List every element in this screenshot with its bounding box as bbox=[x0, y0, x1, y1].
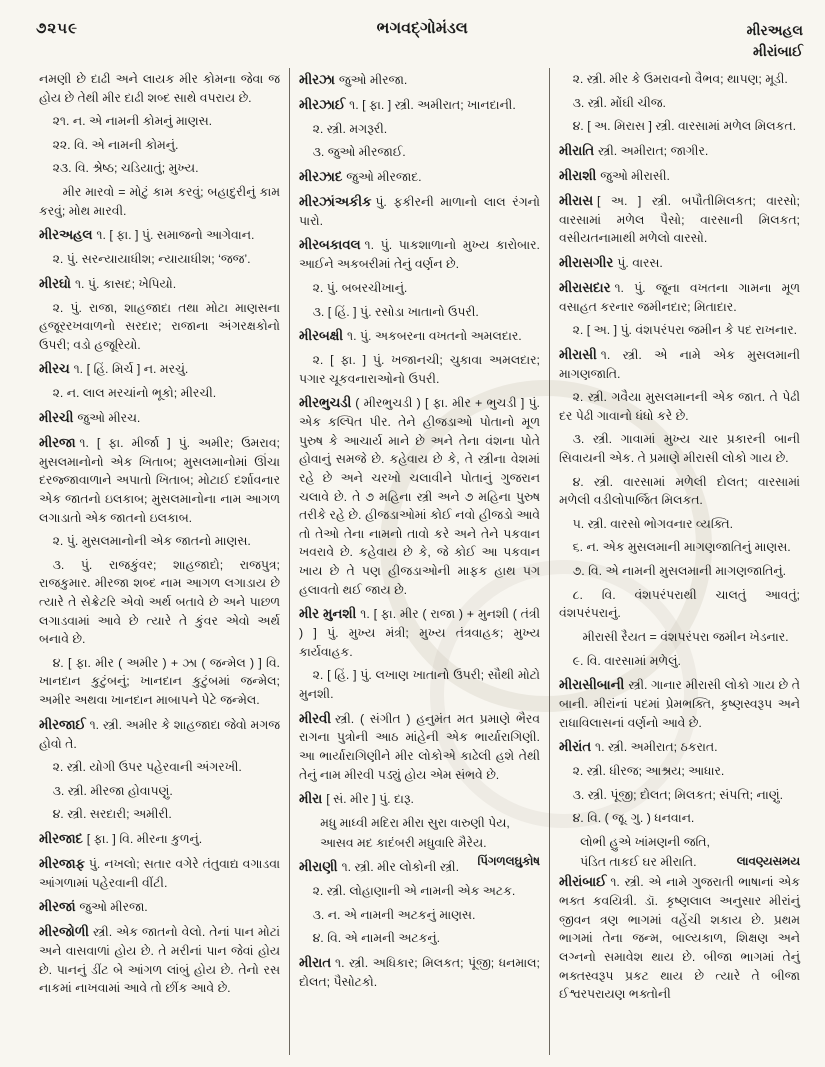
entry-text: [ ફા. ] વિ. મીરના કુળનું. bbox=[86, 832, 203, 847]
dictionary-paragraph bbox=[39, 359, 280, 379]
dictionary-paragraph bbox=[559, 117, 800, 136]
dictionary-paragraph bbox=[299, 814, 540, 833]
dictionary-paragraph bbox=[39, 758, 280, 777]
dictionary-paragraph bbox=[39, 70, 280, 107]
dictionary-paragraph bbox=[299, 834, 540, 853]
dictionary-paragraph bbox=[299, 953, 540, 992]
entry-headword: મીરઘો bbox=[39, 275, 71, 291]
entry-text: ૧. પું. પાકશાળાનો મુખ્ય કારોબાર. આઈને અકબરીમાં તેનું વર્ણન છે. bbox=[299, 238, 540, 272]
dictionary-paragraph bbox=[299, 326, 540, 346]
dictionary-paragraph bbox=[299, 393, 540, 599]
dictionary-paragraph bbox=[559, 833, 800, 852]
dictionary-paragraph bbox=[299, 70, 540, 90]
entry-text: સ્ત્રી. ( સંગીત ) હનુમંત મત પ્રમાણે ભૈરવ રાગના પુત્રોની આઠ માંહેની એક ભાર્યારાગિણી. આ ભાર્યારાગિણીને મીર લોકોએ કાઢેલી હશે તેથી તેનું નામ મીરવી પડ્યું હોય એમ સંભવે છે. bbox=[299, 711, 540, 782]
entry-text: ૨. પું. રાજા, શાહજાદા તથા મોટા માણસના હજૂરરખવાળનો સરદાર; રાજાના અંગરક્ષકોનો ઉપરી; વડો હજૂરિયો. bbox=[39, 300, 280, 352]
entry-headword: મીરાસ bbox=[559, 192, 593, 208]
entry-text: ૫. સ્ત્રી. વારસો ભોગવનાર વ્યક્તિ. bbox=[572, 516, 734, 531]
entry-text: ૧. સ્ત્રી. એ નામે એક મુસલમાની માગણજાતિ. bbox=[559, 347, 800, 381]
dictionary-paragraph bbox=[559, 762, 800, 781]
guide-word-first: મીરઅહલ bbox=[746, 22, 803, 38]
entry-headword: મીરજાદ bbox=[39, 831, 83, 847]
dictionary-paragraph bbox=[39, 183, 280, 220]
dictionary-paragraph bbox=[39, 654, 280, 710]
entry-text: ૧. સ્ત્રી. એ નામે ગુજરાતી ભાષાનાં એક ભક્ત કવયિત્રી. ડૉ. કૃષ્ણલાલ અનુસાર મીરાંનું જીવન ત્રણ ભાગમાં વહેંચી શકાય છે. પ્રથમ ભાગમાં તેના જન્મ, બાલ્યકાળ, શિક્ષણ અને લગ્નનો સમાવેશ થાય છે. બીજા ભાગમાં તેનું ભક્તસ્વરૂપ પ્રકટ થાય છે ત્યારે તે બીજા ઈશ્વરપરાયણ ભક્તોની bbox=[559, 875, 800, 1002]
entry-text: મીર મારવો = મોટું કામ કરવું; બહાદુરીનું કામ કરવું; મોથ મારવી. bbox=[39, 185, 280, 218]
dictionary-paragraph bbox=[39, 112, 280, 131]
dictionary-paragraph bbox=[559, 853, 800, 872]
dictionary-paragraph bbox=[559, 515, 800, 534]
entry-headword: મીરઝા bbox=[299, 72, 335, 87]
entry-text: ૩. સ્ત્રી. મોંઘી ચીજ. bbox=[572, 95, 666, 110]
entry-text: ૯. વિ. વારસામાં મળેલું. bbox=[572, 653, 681, 668]
dictionary-paragraph bbox=[559, 538, 800, 557]
entry-text: ૧. [ ફા. ] પું. સમાજનો આગેવાન. bbox=[96, 228, 255, 243]
dictionary-paragraph bbox=[299, 167, 540, 187]
entry-text: જુઓ મીરજાદ. bbox=[346, 170, 422, 184]
entry-text: ૧. [ ફા. મીર્જા ] પું. અમીર; ઉમરાવ; મુસલમાનોનો એક ખિતાબ; મુસલમાનોમાં ઊંચા દરજ્જાવાળાને અપાતો ખિતાબ; મોટાઈ દર્શાવનાર એક જાતનો ઇલકાબ; મુસલમાનોના નામ આગળ લગાડાતો એક જાતનો ઇલકાબ. bbox=[39, 435, 280, 525]
entry-text: પું. ફકીરની માળાનો લાલ રંગનો પારો. bbox=[299, 194, 540, 228]
entry-text: ૨. પું. સરન્યાયાધીશ; ન્યાયાધીશ; ‘જજ’. bbox=[52, 252, 251, 267]
entry-headword: મીરજાફ bbox=[39, 855, 85, 871]
entry-text: ૧. [ ફા. ] સ્ત્રી. અમીરાત; ખાનદાની. bbox=[349, 97, 516, 112]
dictionary-paragraph bbox=[559, 586, 800, 623]
dictionary-paragraph bbox=[299, 709, 540, 785]
dictionary-paragraph bbox=[299, 906, 540, 925]
entry-text: જુઓ મીરજા. bbox=[79, 900, 148, 915]
dictionary-paragraph bbox=[559, 70, 800, 89]
entry-text: સ્ત્રી. એક જાતનો વેલો. તેનાં પાન મોટાં અને વાસવાળાં હોય છે. તે મરીનાં પાન જેવાં હોય છે. પાનનું ડીંટ બે આંગળ લાંબું હોય છે. તેનો રસ નાકમાં નાખવામાં આવે તો છીંક આવે છે. bbox=[39, 925, 280, 996]
dictionary-paragraph bbox=[39, 384, 280, 403]
dictionary-paragraph bbox=[299, 604, 540, 661]
dictionary-paragraph bbox=[559, 872, 800, 1004]
dictionary-paragraph bbox=[299, 929, 540, 948]
entry-text: ૨. સ્ત્રી. મગરૂરી. bbox=[312, 121, 388, 136]
dictionary-paragraph bbox=[559, 388, 800, 425]
entry-headword: મીરાતિ bbox=[559, 142, 595, 158]
dictionary-paragraph bbox=[39, 556, 280, 649]
dictionary-paragraph bbox=[299, 351, 540, 388]
entry-headword: મીરચી bbox=[39, 409, 74, 425]
entry-headword: મીરાશી bbox=[559, 167, 597, 183]
text-columns bbox=[30, 68, 809, 1055]
entry-text: ૪. [ ફા. મીર ( અમીર ) + ઝા ( જન્મેલ ) ] વિ. ખાનદાન કુટુંબનું; ખાનદાન કુટુંબમાં જન્મેલ; અમીર અથવા ખાનદાન માબાપને પેટે જન્મેલ. bbox=[39, 655, 280, 708]
dictionary-paragraph bbox=[559, 253, 800, 273]
entry-text: ૨૨. વિ. એ નામની કોમનું. bbox=[52, 137, 179, 152]
dictionary-paragraph bbox=[299, 279, 540, 298]
dictionary-paragraph bbox=[39, 532, 280, 551]
entry-text: ૨. [ અ. ] પું. વંશપરંપરા જમીન કે પદ રાખનાર. bbox=[572, 323, 798, 338]
entry-headword: મીરઝાદ bbox=[299, 169, 343, 184]
entry-headword: મીરઝાંઅકીક bbox=[299, 193, 372, 209]
guide-words bbox=[747, 20, 803, 62]
dictionary-paragraph bbox=[39, 433, 280, 527]
dictionary-paragraph bbox=[559, 786, 800, 805]
entry-text: ૧. [ ફા. મીર ( રાજા ) + મુનશી ( તંત્રી ) ] પું. મુખ્ય મંત્રી; મુખ્ય તંત્રવાહક; મુખ્ય કાર્યવાહક. bbox=[299, 607, 540, 659]
entry-text: ૨. ન. લાલ મરચાંનો ભૂકો; મીરચી. bbox=[52, 386, 217, 401]
entry-text: ૧. પું. જૂના વખતના ગામના મૂળ વસાહત કરનાર જમીનદાર; મિતાદાર. bbox=[559, 280, 800, 314]
verse-attribution: પિંગળલઘુકોષ bbox=[477, 855, 540, 869]
entry-text: ૩. સ્ત્રી. પૂંજી; દોલત; મિલકત; સંપત્તિ; નાણું. bbox=[572, 787, 784, 802]
dictionary-paragraph bbox=[559, 141, 800, 161]
entry-headword: મીરજાં bbox=[39, 899, 76, 915]
entry-headword: મીરજોળી bbox=[39, 924, 89, 940]
entry-text: ૩. ન. એ નામની અટકનું માણસ. bbox=[312, 907, 476, 922]
entry-text: મીરાસી રૈયત = વંશપરંપરા જમીન ખેડનાર. bbox=[582, 629, 789, 644]
book-title: ભગવદ્ગોમંડલ bbox=[376, 20, 468, 37]
entry-text: ૪. સ્ત્રી. વારસામાં મળેલી દોલત; વારસામાં મળેલી વડીલોપાર્જિત મિલકત. bbox=[559, 474, 800, 508]
dictionary-paragraph bbox=[559, 345, 800, 384]
entry-text: ૨. [ હિં. ] પું. લખાણ ખાતાનો ઉપરી; સૌથી મોટો મુનશી. bbox=[299, 668, 540, 701]
entry-text: ૪. સ્ત્રી. સરદારી; અમીરી. bbox=[52, 807, 172, 822]
dictionary-paragraph bbox=[39, 408, 280, 428]
entry-text: આસવ મદ કાદંબરી મધુવારિ મૈરેય. bbox=[320, 835, 487, 850]
entry-text: ૩. [ હિં. ] પું. રસોડા ખાતાનો ઉપરી. bbox=[312, 304, 479, 319]
entry-headword: મીરઝાઈ bbox=[299, 96, 346, 112]
entry-headword: મીરજા bbox=[39, 434, 76, 450]
dictionary-paragraph bbox=[299, 143, 540, 162]
entry-text: મધુ માધ્વી મદિરા મીરા સુરા વારુણી પેય, bbox=[320, 816, 510, 831]
entry-headword: મીરાંબાઈ bbox=[559, 874, 607, 890]
dictionary-paragraph bbox=[39, 225, 280, 245]
entry-headword: મીરાસીબાની bbox=[559, 677, 625, 693]
entry-text: પું. નખલો; સતાર વગેરે તંતુવાદ્ય વગાડવા આંગળામાં પહેરવાની વીંટી. bbox=[39, 856, 280, 890]
entry-text: જુઓ મીરજા. bbox=[338, 73, 408, 87]
dictionary-paragraph bbox=[559, 628, 800, 647]
entry-text: ૧. સ્ત્રી. અમીર કે શાહજાદા જેવો મગજ હોવો તે. bbox=[39, 717, 280, 751]
entry-text: [ અ. ] સ્ત્રી. બપૌતીમિલકત; વારસો; વારસામાં મળેલ પૈસો; વારસાની મિલકત; વસીયતનામાથી મળેલો વારસો. bbox=[559, 193, 800, 246]
dictionary-paragraph bbox=[299, 789, 540, 809]
dictionary-paragraph bbox=[39, 715, 280, 754]
entry-text: પું. વારસ. bbox=[617, 255, 663, 270]
dictionary-paragraph bbox=[559, 321, 800, 340]
entry-headword: મીરચ bbox=[39, 361, 70, 377]
entry-text: ( મીરભુચડી ) [ ફા. મીર + ભુચડી ] પું. એક કલ્પિત પીર. તેને હીજડાઓ પોતાનો મૂળ પુરુષ કે આચાર્ય માને છે અને તેના વંશના પોતે હોવાનું સમજે છે. કહેવાય છે કે, તે સ્ત્રીના વેશમાં રહે છે અને ચરખો ચલાવીને પોતાનું ગુજરાન ચલાવે છે. તે ૭ મહિના સ્ત્રી અને ૭ મહિના પુરુષ તરીકે રહે છે. હીજડાઓમાં કોઈ નવો હીજડો આવે તો તેઓ તેના નામનો તાવો કરે અને તેને પકવાન ખવરાવે છે. કહેવાય છે કે, જે કોઈ આ પકવાન ખાય છે તે પણ હીજડાઓની માફક હાથ પગ હલાવતો થઈ જાય છે. bbox=[299, 396, 540, 597]
entry-text: સ્ત્રી. ગાનાર મીરાસી લોકો ગાય છે તે બાની. મીરાંનાં પદમાં પ્રેમભક્તિ, કૃષ્ણસ્વરૂપ અને રાધાવિલાસનાં વર્ણનો આવે છે. bbox=[559, 678, 800, 730]
entry-text: ૪. વિ. એ નામની અટકનું. bbox=[312, 931, 441, 946]
entry-text: ૩. જુઓ મીરજાઈ. bbox=[312, 145, 406, 160]
dictionary-paragraph bbox=[299, 120, 540, 139]
entry-text: ૬. ન. એક મુસલમાની માગણજાતિનું માણસ. bbox=[572, 540, 791, 555]
entry-text: ૧. પું. કાસદ; ખેપિયો. bbox=[74, 276, 177, 291]
entry-text: ૧. સ્ત્રી. અમીરાત; ઠકરાત. bbox=[595, 740, 718, 755]
entry-text: ૨. સ્ત્રી. યોગી ઉપર પહેરવાની અંગરખી. bbox=[52, 760, 242, 775]
dictionary-paragraph bbox=[39, 897, 280, 917]
entry-text: ૪. [ અ. મિરાસ ] સ્ત્રી. વારસામાં મળેલ મિલકત. bbox=[572, 119, 797, 134]
dictionary-paragraph bbox=[559, 737, 800, 757]
dictionary-paragraph bbox=[39, 782, 280, 801]
entry-text: ૩. સ્ત્રી. મીરજા હોવાપણું. bbox=[52, 783, 173, 798]
entry-text: ૮. વિ. વંશપરંપરાથી ચાલતું આવતું; વંશપરંપરાનું. bbox=[559, 587, 800, 621]
entry-text: લોભી હુએ ખાંમણની જતિ, bbox=[580, 834, 710, 849]
dictionary-paragraph bbox=[39, 829, 280, 849]
entry-text: જુઓ મીરાસી. bbox=[600, 168, 670, 183]
entry-text: ૨. [ ફા. ] પું. ખજાનચી; ચુકાવા અમલદાર; પગાર ચૂકવનારાઓનો ઉપરી. bbox=[299, 353, 540, 386]
dictionary-paragraph bbox=[39, 274, 280, 294]
entry-text: ૨૧. ન. એ નામની કોમનું માણસ. bbox=[52, 114, 213, 129]
dictionary-paragraph bbox=[299, 235, 540, 274]
entry-headword: મીર મુનશી bbox=[299, 606, 357, 622]
entry-text: ૨. પું. મુસલમાનોની એક જાતનો માણસ. bbox=[52, 534, 251, 549]
dictionary-paragraph bbox=[559, 675, 800, 732]
dictionary-paragraph bbox=[559, 191, 800, 248]
dictionary-paragraph bbox=[39, 250, 280, 269]
entry-text: ૨. સ્ત્રી. ગવૈયા મુસલમાનની એક જાત. તે પેઢી દર પેઢી ગાવાનો ધંધો કરે છે. bbox=[559, 390, 800, 423]
entry-text: [ સં. મીર ] પું. દારૂ. bbox=[326, 792, 415, 807]
dictionary-paragraph bbox=[299, 303, 540, 322]
dictionary-paragraph bbox=[39, 299, 280, 355]
column-3 bbox=[549, 68, 809, 1055]
entry-text: ૨. સ્ત્રી. ધીરજ; આશ્રય; આધાર. bbox=[572, 764, 725, 779]
entry-text: ૧. સ્ત્રી. મીર લોકોની સ્ત્રી. bbox=[341, 860, 460, 875]
dictionary-paragraph bbox=[559, 652, 800, 671]
entry-text: સ્ત્રી. અમીરાત; જાગીર. bbox=[598, 143, 709, 158]
entry-headword: મીરાત bbox=[299, 955, 332, 971]
dictionary-paragraph bbox=[39, 854, 280, 893]
column-1 bbox=[30, 68, 289, 1055]
dictionary-paragraph bbox=[559, 430, 800, 467]
entry-headword: મીરભુચડી bbox=[299, 395, 352, 411]
dictionary-paragraph bbox=[39, 805, 280, 824]
dictionary-paragraph bbox=[39, 159, 280, 178]
entry-headword: મીરજાઈ bbox=[39, 716, 86, 732]
page-header bbox=[36, 20, 803, 62]
entry-headword: મીરાંત bbox=[559, 739, 592, 755]
dictionary-paragraph bbox=[559, 562, 800, 581]
entry-headword: મીરાણી bbox=[299, 859, 338, 875]
entry-headword: મીરબક્ષી bbox=[299, 328, 344, 344]
entry-text: નમણી છે દાઢી અને લાયક મીર કોમના જેવા જ હોય છે તેથી મીર દાઢી શબ્દ સાથે વપરાય છે. bbox=[39, 72, 280, 105]
dictionary-paragraph bbox=[39, 922, 280, 998]
entry-headword: મીરવી bbox=[299, 710, 332, 726]
guide-word-last: મીરાંબાઈ bbox=[752, 43, 803, 59]
dictionary-paragraph bbox=[299, 666, 540, 703]
entry-headword: મીરા bbox=[299, 791, 323, 807]
dictionary-paragraph bbox=[299, 192, 540, 231]
entry-text: જુઓ મીરચ. bbox=[77, 410, 141, 425]
entry-text: ૨. સ્ત્રી. મીર કે ઉમરાવનો વૈભવ; થાપણ; મૂડી. bbox=[572, 72, 788, 86]
dictionary-paragraph bbox=[559, 166, 800, 186]
column-2 bbox=[289, 68, 549, 1055]
dictionary-paragraph bbox=[559, 94, 800, 113]
entry-text: ૧. [ હિં. મિર્ચ ] ન. મરચું. bbox=[73, 362, 189, 377]
entry-text: ૩. સ્ત્રી. ગાવામાં મુખ્ય ચાર પ્રકારની બાની સિવાયની એક. તે પ્રમાણે મીરાસી લોકો ગાય છે. bbox=[559, 432, 800, 466]
entry-headword: મીરાસગીર bbox=[559, 254, 614, 270]
entry-headword: મીરાસી bbox=[559, 346, 597, 362]
verse-attribution: લાવણ્યસમય bbox=[736, 854, 800, 868]
entry-text: ૭. વિ. એ નામની મુસલમાની માગણજાતિનું. bbox=[572, 564, 787, 579]
dictionary-paragraph bbox=[299, 882, 540, 901]
entry-text: ૧. સ્ત્રી. અધિકાર; મિલકત; પૂંજી; ધનમાલ; દોલત; પૈસોટકો. bbox=[299, 956, 540, 989]
entry-text: ૨૩. વિ. શ્રેષ્ઠ; ચડિયાતું; મુખ્ય. bbox=[52, 161, 199, 176]
entry-headword: મીરઅહલ bbox=[39, 227, 93, 243]
dictionary-paragraph bbox=[559, 473, 800, 510]
entry-text: ૨. પું. બબરચીખાનું. bbox=[312, 280, 408, 295]
entry-headword: મીરબકાવલ bbox=[299, 237, 361, 253]
dictionary-paragraph bbox=[39, 136, 280, 155]
entry-text: પંડિત તાકઈ ઘર મીરાતિ. bbox=[580, 854, 697, 869]
entry-text: ૪. વિ. ( જૂ. ગુ. ) ધનવાન. bbox=[572, 811, 695, 826]
entry-headword: મીરાસદાર bbox=[559, 279, 611, 295]
dictionary-paragraph bbox=[559, 809, 800, 828]
page-number: ૭૨૫૯ bbox=[36, 20, 78, 37]
entry-text: ૩. પું. રાજકુંવર; શાહજાદો; રાજપુત્ર; રાજકુમાર. મીરજા શબ્દ નામ આગળ લગાડાય છે ત્યારે તે સેક્રેટરિ એવો અર્થ બતાવે છે અને પાછળ લગાડવામાં આવે છે ત્યારે તે કુંવર એવો અર્થ બનાવે છે. bbox=[39, 557, 280, 647]
dictionary-paragraph bbox=[299, 95, 540, 115]
dictionary-paragraph bbox=[559, 278, 800, 317]
entry-text: ૨. સ્ત્રી. લોહાણાની એ નામની એક અટક. bbox=[312, 884, 516, 899]
entry-text: ૧. પું. અકબરના વખતનો અમલદાર. bbox=[347, 329, 522, 344]
